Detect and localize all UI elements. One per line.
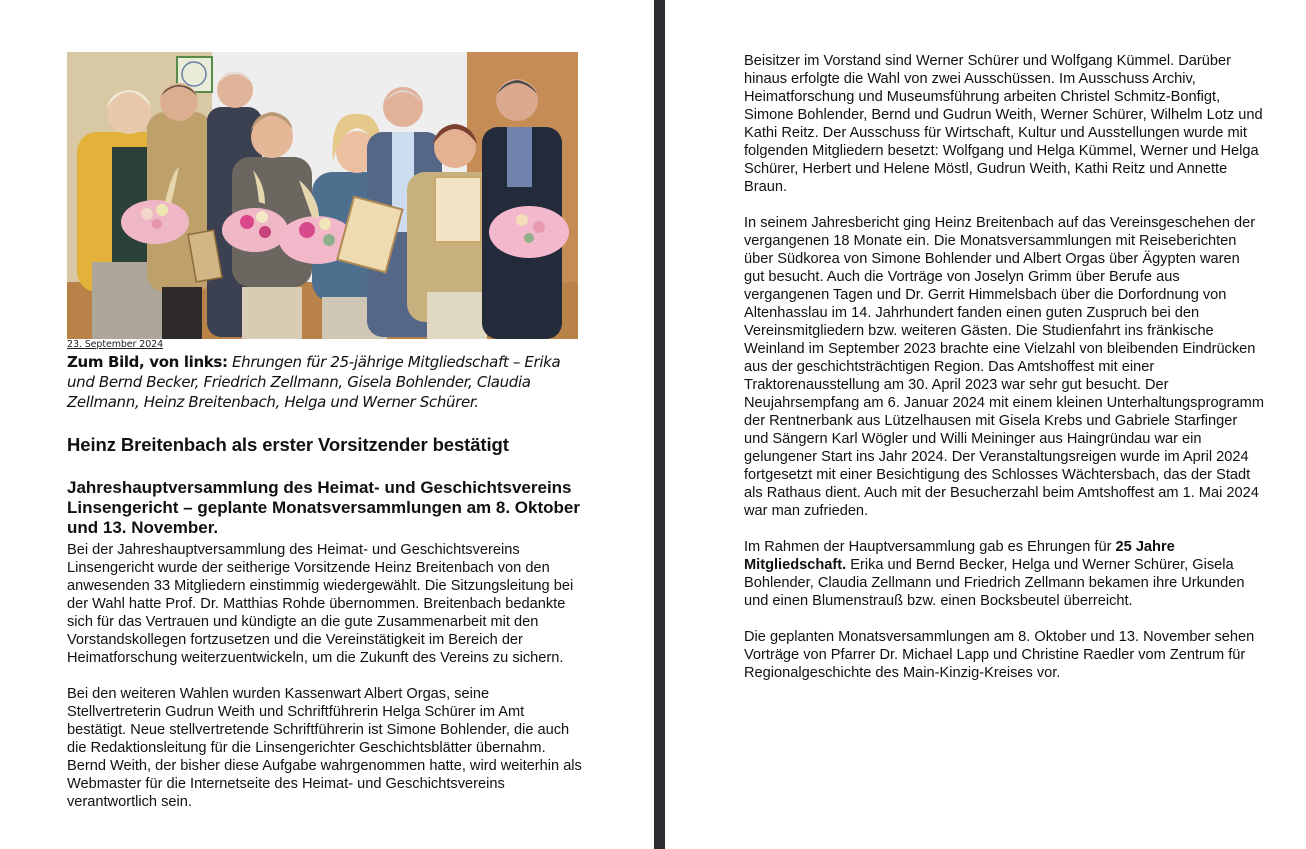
caption-lead: Zum Bild, von links:: [67, 353, 228, 371]
page-divider: [654, 0, 665, 849]
paragraph-honors: [744, 538, 1264, 610]
article-headline: Heinz Breitenbach als erster Vorsitzender bestätigt: [67, 434, 509, 455]
paragraph-election: Bei der Jahreshauptversammlung des Heimat- und Geschichtsvereins Linsengericht wurde der seitherige Vorsitzende Heinz Breitenbach von den anwesenden 33 Mitgliedern einstimmig wiedergewählt. Die Sitzungsleitung bei der Wahl hatte Prof. Dr. Matthias Rohde übernommen. Breitenbach bedankte sich für das Vertrauen und kündigte an die gute Zusammenarbeit mit den Vorstandskollegen fortzusetzen und die Vereinstätigkeit im Bereich der Heimatforschung weiterzuentwickeln, um die Zukunft des Vereins zu sichern.: [67, 542, 574, 666]
photo-date[interactable]: 23. September 2024: [67, 339, 164, 350]
paragraph-annual-report: In seinem Jahresbericht ging Heinz Breitenbach auf das Vereinsgeschehen der vergangenen 18 Monate ein. Die Monatsversammlungen mit Reiseberichten über Südkorea von Simone Bohlender und Albert Orgas über Ägypten waren gut besucht. Auch die Vorträge von Joselyn Grimm über Berufe aus vergangenen Tagen und Dr. Gerrit Himmelsbach über die Dorfordnung von Altenhasslau im 14. Jahrhundert fanden einen guten Zuspruch bei den Vereinsmitgliedern bzw. weiteren Gästen. Die Studienfahrt ins fränkische Weinland im September 2023 brachte eine Vielzahl von bleibenden Eindrücken aus der geschichtsträchtigen Region. Das Amtshoffest mit einer Traktorenausstellung am 30. April 2023 war sehr gut besucht. Der Neujahrsempfang am 6. Januar 2024 mit einem kleinen Unterhaltungsprogramm der Rentnerbank aus Lützelhausen mit Gisela Krebs und Gabriele Starfinger und Sängern Karl Wögler und Willi Meininger aus Haingründau war ein gelungener Start ins Jahr 2024. Der Veranstaltungsreigen wurde im April 2024 fortgesetzt mit einer Besichtigung des Schlosses Wächtersbach, das der Stadt als Rathaus dient. Auch mit der Besucherzahl beim Amtshoffest am 1. Mai 2024 war man zufrieden.: [744, 215, 1264, 519]
paragraph-committees: Beisitzer im Vorstand sind Werner Schürer und Wolfgang Kümmel. Darüber hinaus erfolgte die Wahl von zwei Ausschüssen. Im Ausschuss Archiv, Heimatforschung und Museumsführung arbeiten Christel Schmitz-Bonfigt, Simone Bohlender, Bernd und Gudrun Weith, Werner Schürer, Wilhelm Lotz und Kathi Reitz. Der Ausschuss für Wirtschaft, Kultur und Ausstellungen wurde mit folgenden Mitgliedern besetzt: Wolfgang und Helga Kümmel, Werner und Helga Schürer, Herbert und Helene Möstl, Gudrun Weith, Kathi Reitz und Annette Braun.: [744, 53, 1263, 195]
photo-caption: [67, 352, 567, 412]
paragraph-further-elections: Bei den weiteren Wahlen wurden Kassenwart Albert Orgas, seine Stellvertreterin Gudrun Weith und Schriftführerin Helga Schürer im Amt bestätigt. Neue stellvertretende Schriftführerin ist Simone Bohlender, die auch die Redaktionsleitung für die Linsengerichter Geschichtsblätter übernahm. Bernd Weith, der bisher diese Aufgabe wahrgenommen hatte, wird weiterhin als Webmaster für die Internetseite des Heimat- und Geschichtsvereins verantwortlich sein.: [67, 686, 582, 810]
paragraph-upcoming-meetings: Die geplanten Monatsversammlungen am 8. Oktober und 13. November sehen Vorträge von Pfarrer Dr. Michael Lapp und Christine Raedler vom Zentrum für Regionalgeschichte des Main-Kinzig-Kreises vor.: [744, 629, 1255, 681]
caption-text: Ehrungen für 25-jährige Mitgliedschaft – Erika und Bernd Becker, Friedrich Zellmann, Gisela Bohlender, Claudia Zellmann, Heinz Breitenbach, Helga und Werner Schürer.: [67, 353, 561, 411]
honors-after: Erika und Bernd Becker, Helga und Werner Schürer, Gisela Bohlender, Claudia Zellmann und Friedrich Zellmann bekamen ihre Urkunden und einen Blumenstrauß bzw. einen Bocksbeutel überreicht.: [744, 557, 1245, 609]
honors-bold: 25 Jahre Mitgliedschaft.: [744, 539, 1175, 573]
honors-before: Im Rahmen der Hauptversammlung gab es Ehrungen für: [744, 539, 1116, 555]
article-body-left: [67, 541, 587, 811]
article-body-right: [744, 52, 1264, 682]
group-photo: [67, 52, 578, 339]
article-subheadline: Jahreshauptversammlung des Heimat- und Geschichtsvereins Linsengericht – geplante Monatsversammlungen am 8. Oktober und 13. November.: [67, 478, 580, 537]
